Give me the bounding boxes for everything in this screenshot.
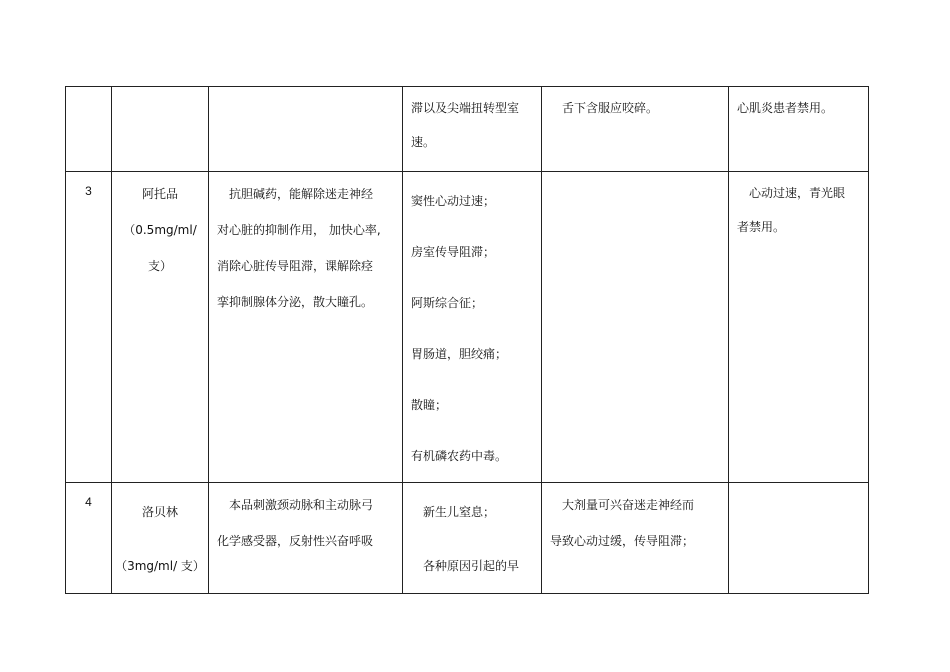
- drug-name: 洛贝林: [141, 505, 178, 519]
- contraindication-cell: [729, 172, 869, 483]
- contraindication-cell: [729, 87, 869, 172]
- adverse-cell: [542, 172, 729, 483]
- table-row: [66, 483, 869, 594]
- indications-cell: [403, 172, 542, 483]
- indication-line: 阿斯综合征；: [411, 296, 484, 310]
- drug-spec-unit: 支）: [147, 259, 172, 273]
- indications-cell: [403, 87, 542, 172]
- row-number: 3: [66, 172, 112, 483]
- adverse-text: 舌下含服应咬碎。: [562, 101, 659, 115]
- drug-name-cell: [112, 87, 209, 172]
- row-number: 4: [66, 483, 112, 594]
- indication-line: 速。: [411, 135, 436, 149]
- contraindication-line: 心动过速，青光眼: [749, 186, 846, 200]
- indication-line: 滞以及尖端扭转型室: [411, 101, 520, 115]
- indication-line: 窦性心动过速；: [411, 194, 496, 208]
- contraindication-cell: [729, 483, 869, 594]
- mechanism-cell: [209, 172, 403, 483]
- contraindication-line: 者禁用。: [737, 220, 786, 234]
- adverse-line: 导致心动过缓，传导阻滞；: [550, 534, 695, 548]
- indication-line: 新生儿窒息；: [423, 505, 496, 519]
- mechanism-line: 挛抑制腺体分泌，散大瞳孔。: [217, 295, 374, 309]
- drug-name: 阿托品: [141, 187, 178, 201]
- row-number: [66, 87, 112, 172]
- table-row: [66, 87, 869, 172]
- indication-line: 有机磷农药中毒。: [411, 449, 508, 463]
- drug-name-cell: [112, 483, 209, 594]
- indication-line: 房室传导阻滞；: [411, 245, 496, 259]
- indication-line: 各种原因引起的早: [423, 559, 520, 573]
- mechanism-cell: [209, 483, 403, 594]
- indication-line: 散瞳；: [411, 398, 448, 412]
- contraindication-text: 心肌炎患者禁用。: [737, 101, 834, 115]
- drug-table: [65, 86, 869, 594]
- mechanism-line: 本品刺激颈动脉和主动脉弓: [229, 498, 374, 512]
- mechanism-cell: [209, 87, 403, 172]
- mechanism-line: 消除心脏传导阻滞，课解除痉: [217, 259, 374, 273]
- mechanism-line: 化学感受器，反射性兴奋呼吸: [217, 534, 374, 548]
- drug-name-cell: [112, 172, 209, 483]
- table-row: [66, 172, 869, 483]
- mechanism-line: 对心脏的抑制作用， 加快心率,: [217, 223, 381, 237]
- adverse-cell: [542, 483, 729, 594]
- adverse-line: 大剂量可兴奋迷走神经而: [562, 498, 695, 512]
- drug-spec: （3mg/ml/ 支）: [115, 559, 205, 573]
- indications-cell: [403, 483, 542, 594]
- drug-spec: （0.5mg/ml/: [123, 223, 197, 237]
- adverse-cell: [542, 87, 729, 172]
- indication-line: 胃肠道，胆绞痛；: [411, 347, 508, 361]
- mechanism-line: 抗胆碱药，能解除迷走神经: [229, 187, 374, 201]
